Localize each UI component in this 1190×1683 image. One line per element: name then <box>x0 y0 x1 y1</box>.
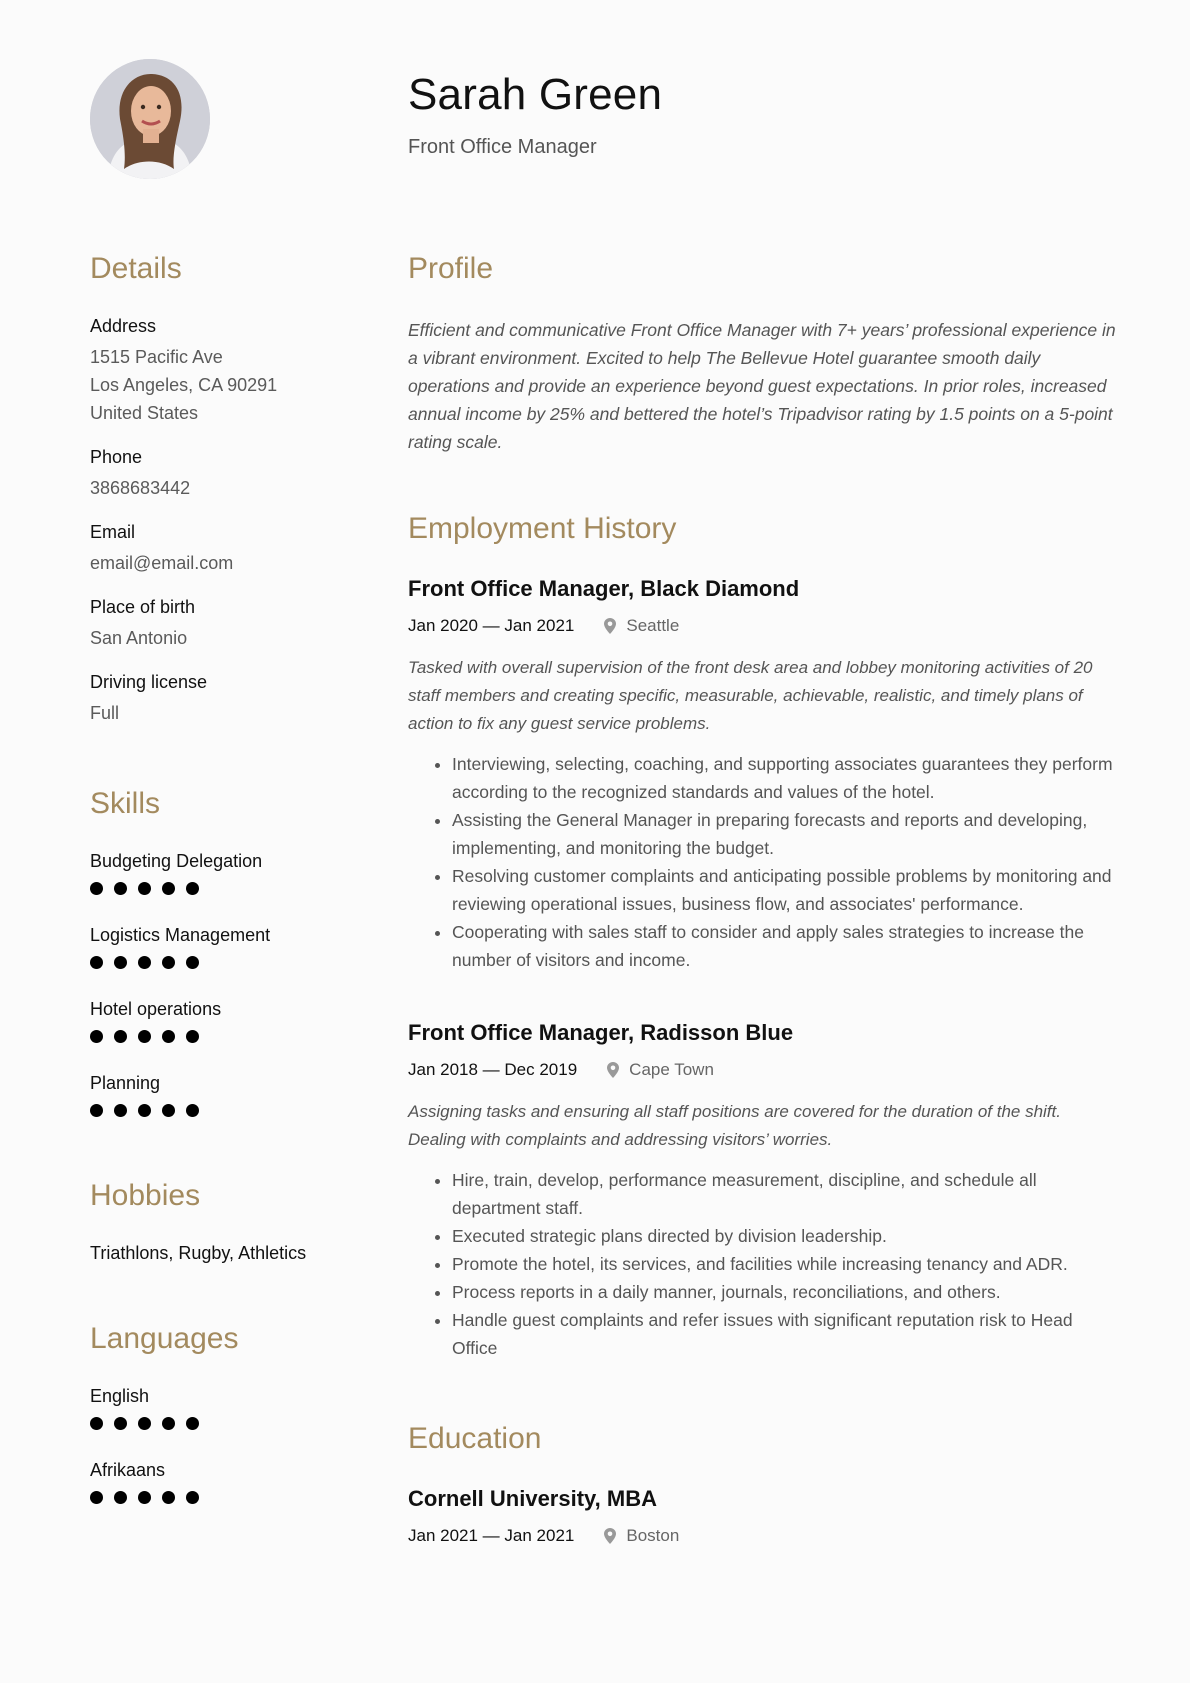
level-dot <box>186 882 199 895</box>
level-dot <box>186 1417 199 1430</box>
license-block <box>90 672 360 727</box>
level-dot <box>114 956 127 969</box>
skill-item <box>90 1073 360 1117</box>
address-line-1: 1515 Pacific Ave <box>90 347 223 367</box>
language-name: English <box>90 1386 150 1406</box>
education-entry <box>408 1486 1118 1546</box>
education-heading: Education <box>408 1422 542 1455</box>
job-entry <box>408 1020 1118 1362</box>
avatar-photo-icon <box>90 59 210 179</box>
job-bullets <box>408 750 1118 974</box>
level-dot <box>186 1491 199 1504</box>
skill-name: Planning <box>90 1073 161 1093</box>
address-block <box>90 316 360 427</box>
license-label: Driving license <box>90 672 208 692</box>
education-location <box>604 1526 679 1546</box>
job-bullet: • Assisting the General Manager in preparing forecasts and reports and developing, implementing, and monitoring the budget. <box>452 806 1118 862</box>
phone-block <box>90 447 360 502</box>
job-location <box>607 1060 714 1080</box>
job-bullet: • Executed strategic plans directed by division leadership. <box>452 1222 1118 1250</box>
level-dot <box>114 882 127 895</box>
profile-text: Efficient and communicative Front Office Manager with 7+ years’ professional experience in a vibrant environment. Excited to help The Bellevue Hotel guarantee smooth daily operations and provide an experience beyond guest expectations. In prior roles, increased annual income by 25% and bettered the hotel’s Tripadvisor rating by 1.5 points on a 5-point rating scale. <box>408 320 1116 452</box>
details-heading: Details <box>90 252 182 285</box>
level-dot <box>114 1030 127 1043</box>
hobbies-heading: Hobbies <box>90 1179 201 1212</box>
skill-level <box>90 1104 360 1117</box>
skills-heading: Skills <box>90 787 161 820</box>
language-name: Afrikaans <box>90 1460 166 1480</box>
education-title: Cornell University, MBA <box>408 1486 657 1511</box>
job-location-text: Seattle <box>626 616 680 635</box>
job-bullet: • Handle guest complaints and refer issues with significant reputation risk to Head Office <box>452 1306 1118 1362</box>
job-meta <box>408 616 1118 636</box>
job-title: Front Office Manager, Black Diamond <box>408 576 800 601</box>
level-dot <box>162 882 175 895</box>
level-dot <box>90 1491 103 1504</box>
language-item <box>90 1386 360 1430</box>
languages-heading: Languages <box>90 1322 239 1355</box>
job-description: Assigning tasks and ensuring all staff positions are covered for the duration of the shift. Dealing with complaints and addressing visitors’ worries. <box>408 1102 1061 1149</box>
level-dot <box>90 882 103 895</box>
level-dot <box>90 1030 103 1043</box>
education-meta <box>408 1526 1118 1546</box>
level-dot <box>90 956 103 969</box>
employment-heading: Employment History <box>408 512 677 545</box>
language-item <box>90 1460 360 1504</box>
birth-value: San Antonio <box>90 628 188 648</box>
address-line-3: United States <box>90 403 199 423</box>
level-dot <box>114 1417 127 1430</box>
level-dot <box>162 1417 175 1430</box>
job-location-text: Cape Town <box>629 1060 714 1079</box>
level-dot <box>90 1104 103 1117</box>
level-dot <box>186 1104 199 1117</box>
location-pin-icon <box>604 1528 616 1544</box>
level-dot <box>186 956 199 969</box>
level-dot <box>162 1491 175 1504</box>
skill-name: Budgeting Delegation <box>90 851 263 871</box>
job-meta <box>408 1060 1118 1080</box>
level-dot <box>162 1030 175 1043</box>
job-bullet: • Cooperating with sales staff to consider and apply sales strategies to increase the number of visitors and income. <box>452 918 1118 974</box>
profile-heading: Profile <box>408 252 494 285</box>
birth-label: Place of birth <box>90 597 196 617</box>
email-block <box>90 522 360 577</box>
level-dot <box>138 882 151 895</box>
job-bullets <box>408 1166 1118 1362</box>
level-dot <box>138 1491 151 1504</box>
phone-value: 3868683442 <box>90 478 191 498</box>
job-description: Tasked with overall supervision of the front desk area and lobbey monitoring activities of 20 staff members and creating specific, measurable, achievable, realistic, and timely plans of action to fix any guest service problems. <box>408 658 1093 733</box>
level-dot <box>90 1417 103 1430</box>
job-bullet: • Promote the hotel, its services, and facilities while increasing tenancy and ADR. <box>452 1250 1118 1278</box>
skill-level <box>90 1030 360 1043</box>
email-value[interactable]: email@email.com <box>90 553 234 573</box>
skill-name: Hotel operations <box>90 999 222 1019</box>
license-value: Full <box>90 703 120 723</box>
job-entry <box>408 576 1118 974</box>
phone-label: Phone <box>90 447 143 467</box>
avatar <box>90 59 210 179</box>
language-level <box>90 1417 360 1430</box>
location-pin-icon <box>607 1062 619 1078</box>
level-dot <box>114 1104 127 1117</box>
email-label: Email <box>90 522 136 542</box>
skill-level <box>90 956 360 969</box>
level-dot <box>138 1417 151 1430</box>
skill-name: Logistics Management <box>90 925 271 945</box>
candidate-title: Front Office Manager <box>408 136 597 158</box>
level-dot <box>138 1104 151 1117</box>
job-bullet: • Hire, train, develop, performance measurement, discipline, and schedule all department staff. <box>452 1166 1118 1222</box>
job-bullet: • Resolving customer complaints and anticipating possible problems by monitoring and reviewing operational issues, business flow, and associates' performance. <box>452 862 1118 918</box>
level-dot <box>162 956 175 969</box>
candidate-name: Sarah Green <box>408 70 663 119</box>
address-label: Address <box>90 316 157 336</box>
level-dot <box>162 1104 175 1117</box>
level-dot <box>138 1030 151 1043</box>
birth-block <box>90 597 360 652</box>
education-dates: Jan 2021 — Jan 2021 <box>408 1526 575 1545</box>
level-dot <box>114 1491 127 1504</box>
job-title: Front Office Manager, Radisson Blue <box>408 1020 794 1045</box>
language-level <box>90 1491 360 1504</box>
job-dates: Jan 2018 — Dec 2019 <box>408 1060 578 1079</box>
job-bullet: • Interviewing, selecting, coaching, and supporting associates guarantees they perform according to the recognized standards and values of the hotel. <box>452 750 1118 806</box>
job-dates: Jan 2020 — Jan 2021 <box>408 616 575 635</box>
level-dot <box>138 956 151 969</box>
skill-item <box>90 925 360 969</box>
education-location-text: Boston <box>626 1526 680 1545</box>
location-pin-icon <box>604 618 616 634</box>
skill-item <box>90 851 360 895</box>
job-location <box>604 616 679 636</box>
sidebar <box>90 252 360 1534</box>
job-bullet: • Process reports in a daily manner, journals, reconciliations, and others. <box>452 1278 1118 1306</box>
skill-level <box>90 882 360 895</box>
hobbies-text: Triathlons, Rugby, Athletics <box>90 1243 307 1263</box>
main-content <box>408 252 1118 1546</box>
skill-item <box>90 999 360 1043</box>
address-line-2: Los Angeles, CA 90291 <box>90 375 278 395</box>
level-dot <box>186 1030 199 1043</box>
